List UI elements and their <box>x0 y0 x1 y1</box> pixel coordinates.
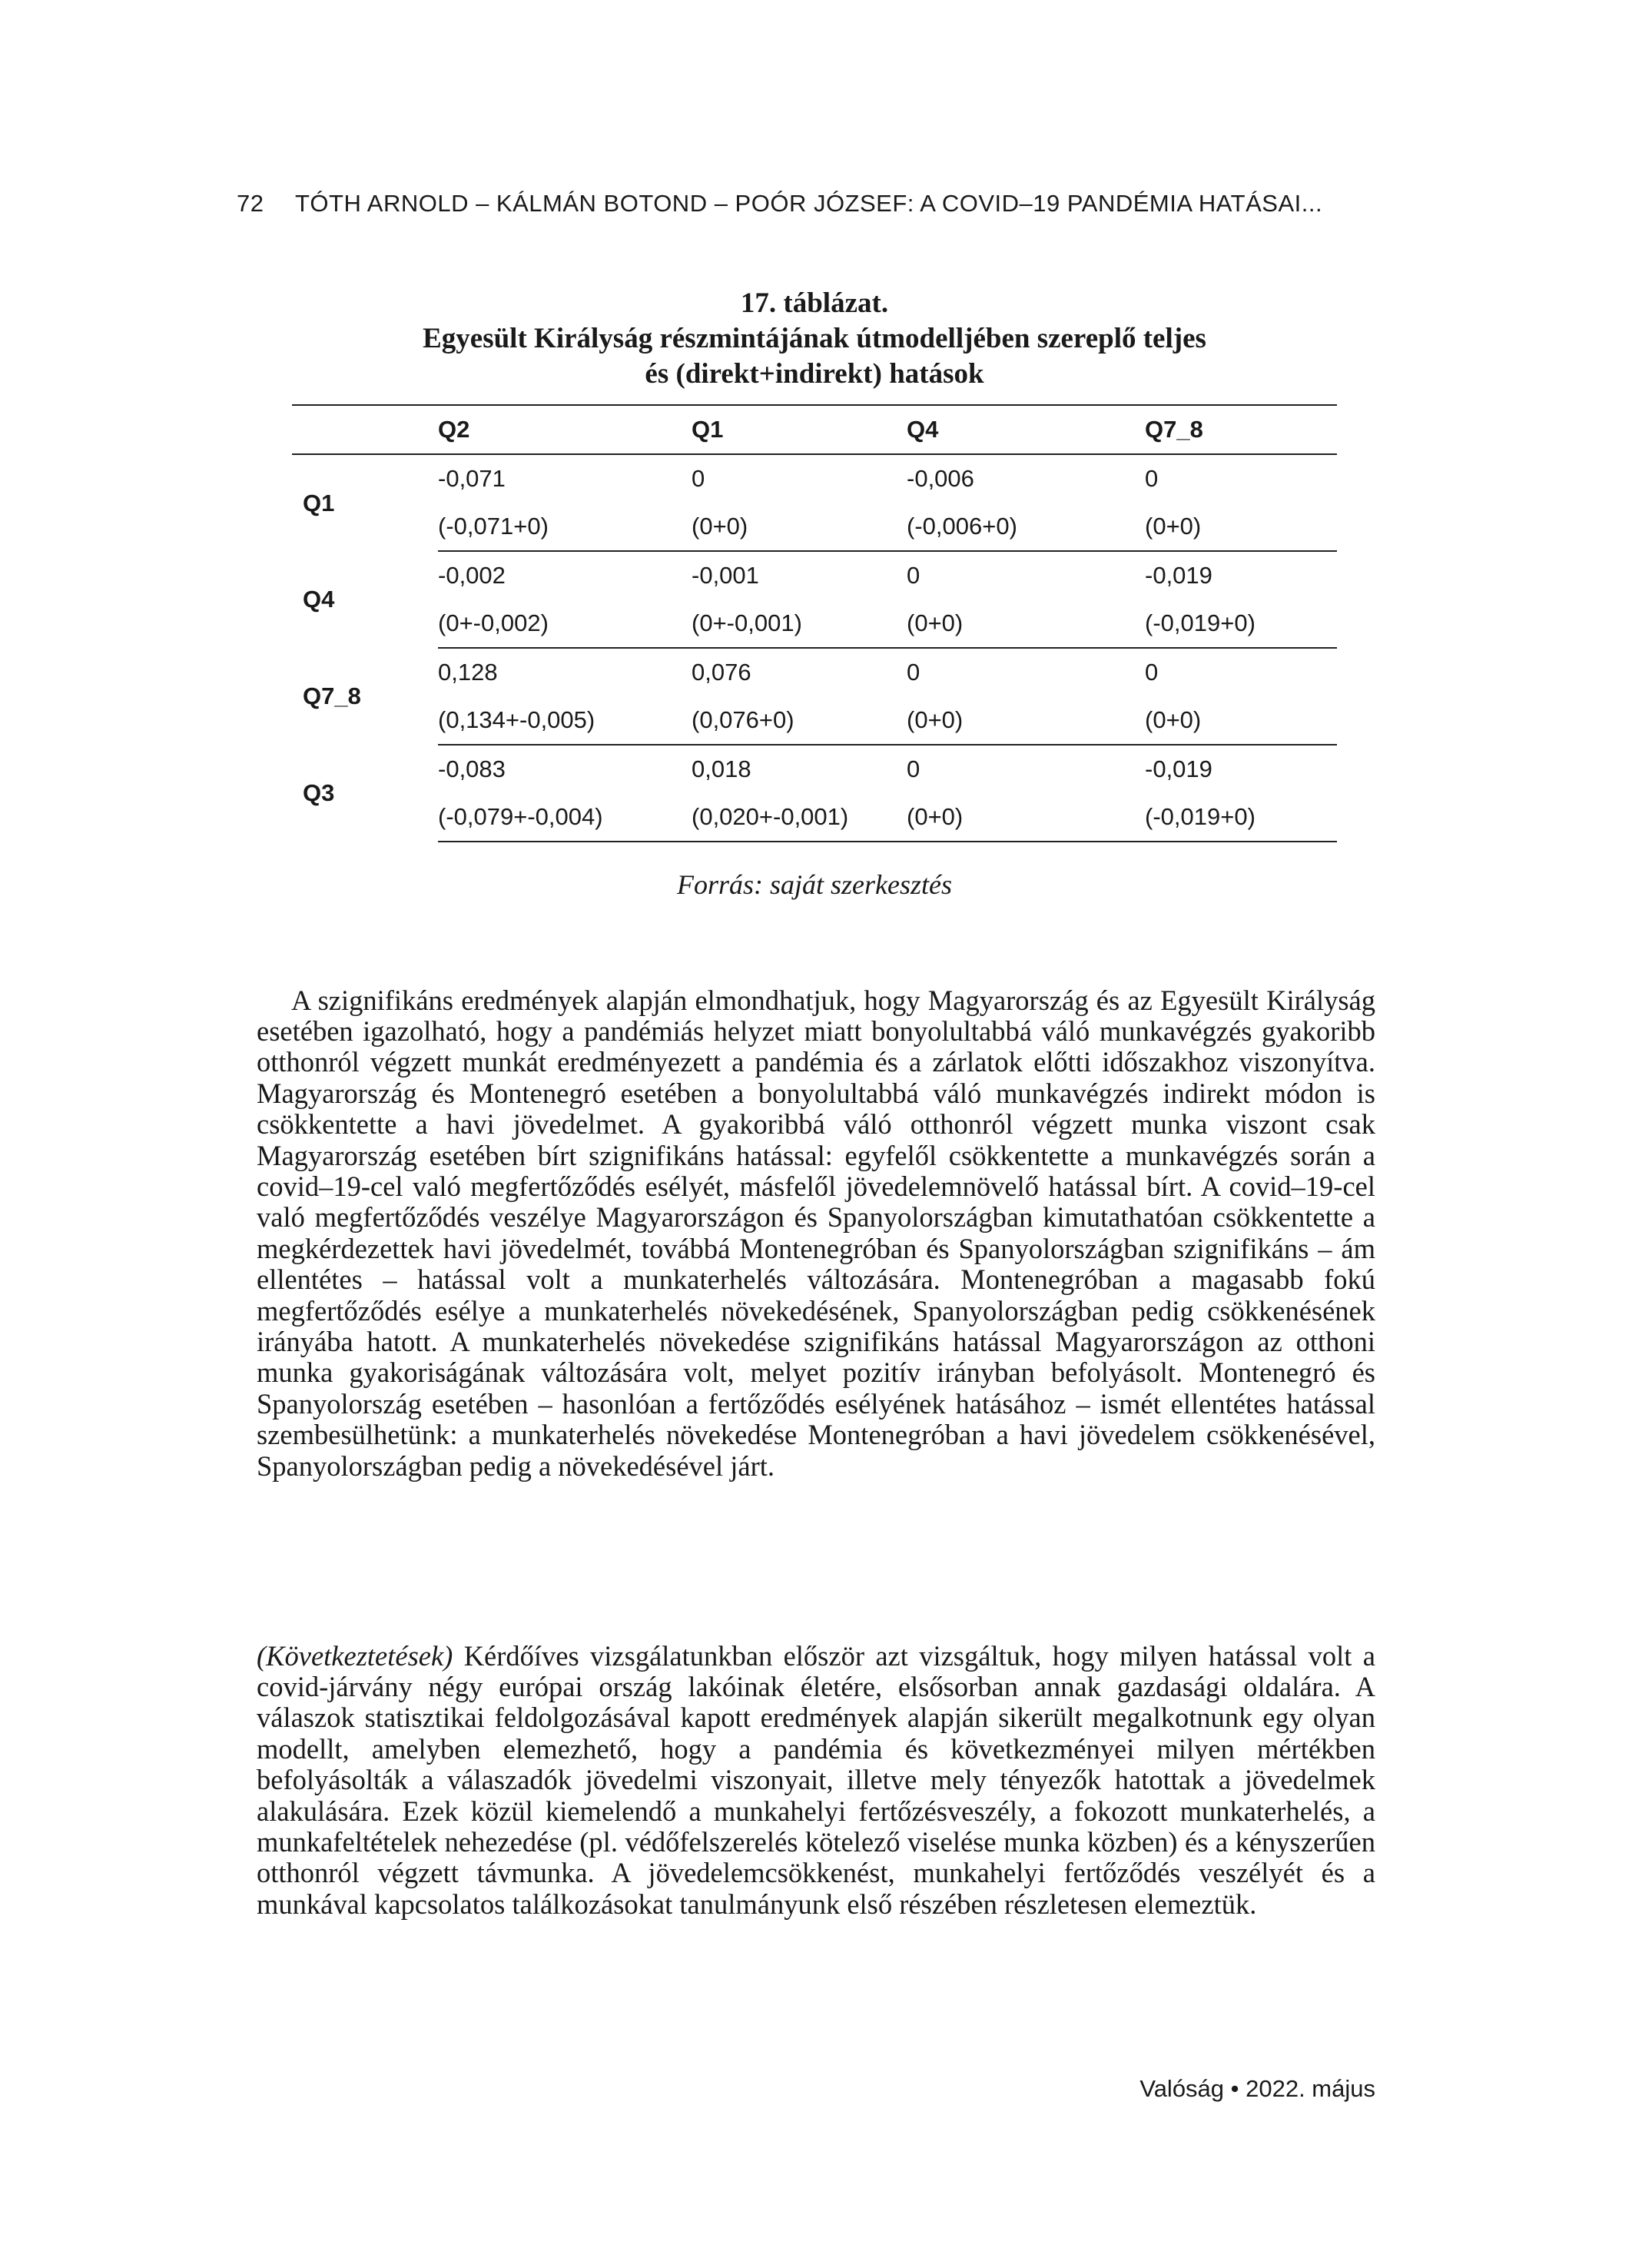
page-number: 72 <box>237 190 264 217</box>
table-cell: (-0,006+0) <box>907 503 1145 551</box>
table-row <box>292 551 1337 599</box>
column-header: Q4 <box>907 405 1145 454</box>
table-cell: -0,019 <box>1145 562 1212 589</box>
table-row <box>292 503 1337 551</box>
table-row <box>292 599 1337 648</box>
table-header-row <box>292 405 1337 454</box>
table-cell: 0,128 <box>438 659 498 686</box>
conclusions-paragraph <box>257 1641 1375 1921</box>
table-cell: 0,076 <box>692 659 751 686</box>
table-cell: 0 <box>692 465 705 492</box>
body-paragraph: A szignifikáns eredmények alapján elmondhatjuk, hogy Magyarország és az Egyesült Királyság esetében igazolható, hogy a pandémiás helyzet miatt bonyolultabbá váló munkavégzés gyakoribb otthonról végzett munkát eredményezett a pandémia és a zárlatok előtti időszakhoz viszonyítva. Magyarország és Montenegró esetében a bonyolultabbá váló munkavégzés indirekt módon is csökkentette a havi jövedelmet. A gyakoribbá váló otthonról végzett munka viszont csak Magyarország esetében bírt szignifikáns hatással: egyfelől csökkentette a munkavégzés során a covid–19-cel való megfertőződés esélyét, másfelől jövedelemnövelő hatással bírt. A covid–19-cel való megfertőződés veszélye Magyarországon és Spanyolországban kimutathatóan csökkentette a megkérdezettek havi jövedelmét, továbbá Montenegróban és Spanyolországban szignifikáns – ám ellentétes – hatással volt a munkaterhelés változására. Montenegróban a magasabb fokú megfertőződés esélye a munkaterhelés növekedésének, Spanyolországban pedig csökkenésének irányába hatott. A munkaterhelés növekedése szignifikáns hatással Magyarországon az otthoni munka gyakoriságának változására volt, melyet pozitív irányban befolyásolt. Montenegró és Spanyolország esetében – hasonlóan a fertőződés esélyének hatásához – ismét ellentétes hatással szembesülhetünk: a munkaterhelés növekedése Montenegróban a havi jövedelem csökkenésével, Spanyolországban pedig a növekedésével járt. <box>257 984 1375 1482</box>
table-cell: (0,020+-0,001) <box>692 793 907 842</box>
column-header: Q7_8 <box>1145 405 1337 454</box>
running-title: TÓTH ARNOLD – KÁLMÁN BOTOND – POÓR JÓZSEF: A COVID–19 PANDÉMIA HATÁSAI... <box>295 190 1323 217</box>
table-title-line-2: és (direkt+indirekt) hatások <box>645 358 984 390</box>
table-cell: -0,002 <box>438 562 506 589</box>
table-row <box>292 793 1337 842</box>
row-label: Q3 <box>303 779 335 806</box>
table-row <box>292 648 1337 696</box>
table-cell: (0+0) <box>907 793 1145 842</box>
section-lead: (Következtetések) <box>257 1639 453 1672</box>
table-cell: (0+-0,002) <box>438 599 692 648</box>
table-title-line-1: Egyesült Királyság részmintájának útmodelljében szereplő teljes <box>423 323 1206 354</box>
running-head <box>237 190 1374 218</box>
table-cell: (0,134+-0,005) <box>438 696 692 745</box>
table-cell: -0,071 <box>438 465 506 492</box>
table-cell: 0 <box>907 659 920 686</box>
table-cell: (0+0) <box>692 503 907 551</box>
table-cell: (0+0) <box>907 696 1145 745</box>
column-header: Q2 <box>438 405 692 454</box>
table-cell: (-0,019+0) <box>1145 793 1337 842</box>
row-label: Q7_8 <box>303 682 361 709</box>
table-row <box>292 454 1337 503</box>
row-label: Q4 <box>303 586 335 613</box>
table-cell: -0,006 <box>907 465 974 492</box>
table-cell: (0+0) <box>1145 503 1337 551</box>
row-label: Q1 <box>303 489 335 516</box>
table-cell: -0,019 <box>1145 755 1212 782</box>
table-row <box>292 745 1337 793</box>
table-cell: -0,083 <box>438 755 506 782</box>
column-header: Q1 <box>692 405 907 454</box>
column-header-corner <box>292 405 438 454</box>
table-cell: (0+-0,001) <box>692 599 907 648</box>
table-cell: (-0,071+0) <box>438 503 692 551</box>
journal-footer: Valóság • 2022. május <box>1139 2075 1375 2102</box>
table-number: 17. táblázat. <box>740 287 889 319</box>
table-row <box>292 696 1337 745</box>
table-cell: (0,076+0) <box>692 696 907 745</box>
table-caption <box>292 286 1337 392</box>
table-cell: 0 <box>1145 659 1159 686</box>
table-cell: -0,001 <box>692 562 759 589</box>
table-cell: 0,018 <box>692 755 751 782</box>
table-cell: (0+0) <box>907 599 1145 648</box>
effects-table <box>292 404 1337 842</box>
table-cell: 0 <box>907 562 920 589</box>
table-source: Forrás: saját szerkesztés <box>677 869 952 900</box>
paragraph-text: Kérdőíves vizsgálatunkban először azt vizsgáltuk, hogy milyen hatással volt a covid-járvány négy európai ország lakóinak életére, elsősorban annak gazdasági oldalára. A válaszok statisztikai feldolgozásával kapott eredmények alapján sikerült megalkotnunk egy olyan modellt, amelyben elemezhető, hogy a pandémia és következményei milyen mértékben befolyásolták a válaszadók jövedelmi viszonyait, illetve mely tényezők hatottak a jövedelmek alakulására. Ezek közül kiemelendő a munkahelyi fertőzésveszély, a fokozott munkaterhelés, a munkafeltételek nehezedése (pl. védőfelszerelés kötelező viselése munka közben) és a kényszerűen otthonról végzett távmunka. A jövedelemcsökkenést, munkahelyi fertőződés veszélyét és a munkával kapcsolatos találkozásokat tanulmányunk első részében részletesen elemeztük. <box>257 1639 1375 1920</box>
table-cell: (-0,019+0) <box>1145 599 1337 648</box>
table-cell: 0 <box>907 755 920 782</box>
table-cell: (-0,079+-0,004) <box>438 793 692 842</box>
table-cell: 0 <box>1145 465 1159 492</box>
table-cell: (0+0) <box>1145 696 1337 745</box>
